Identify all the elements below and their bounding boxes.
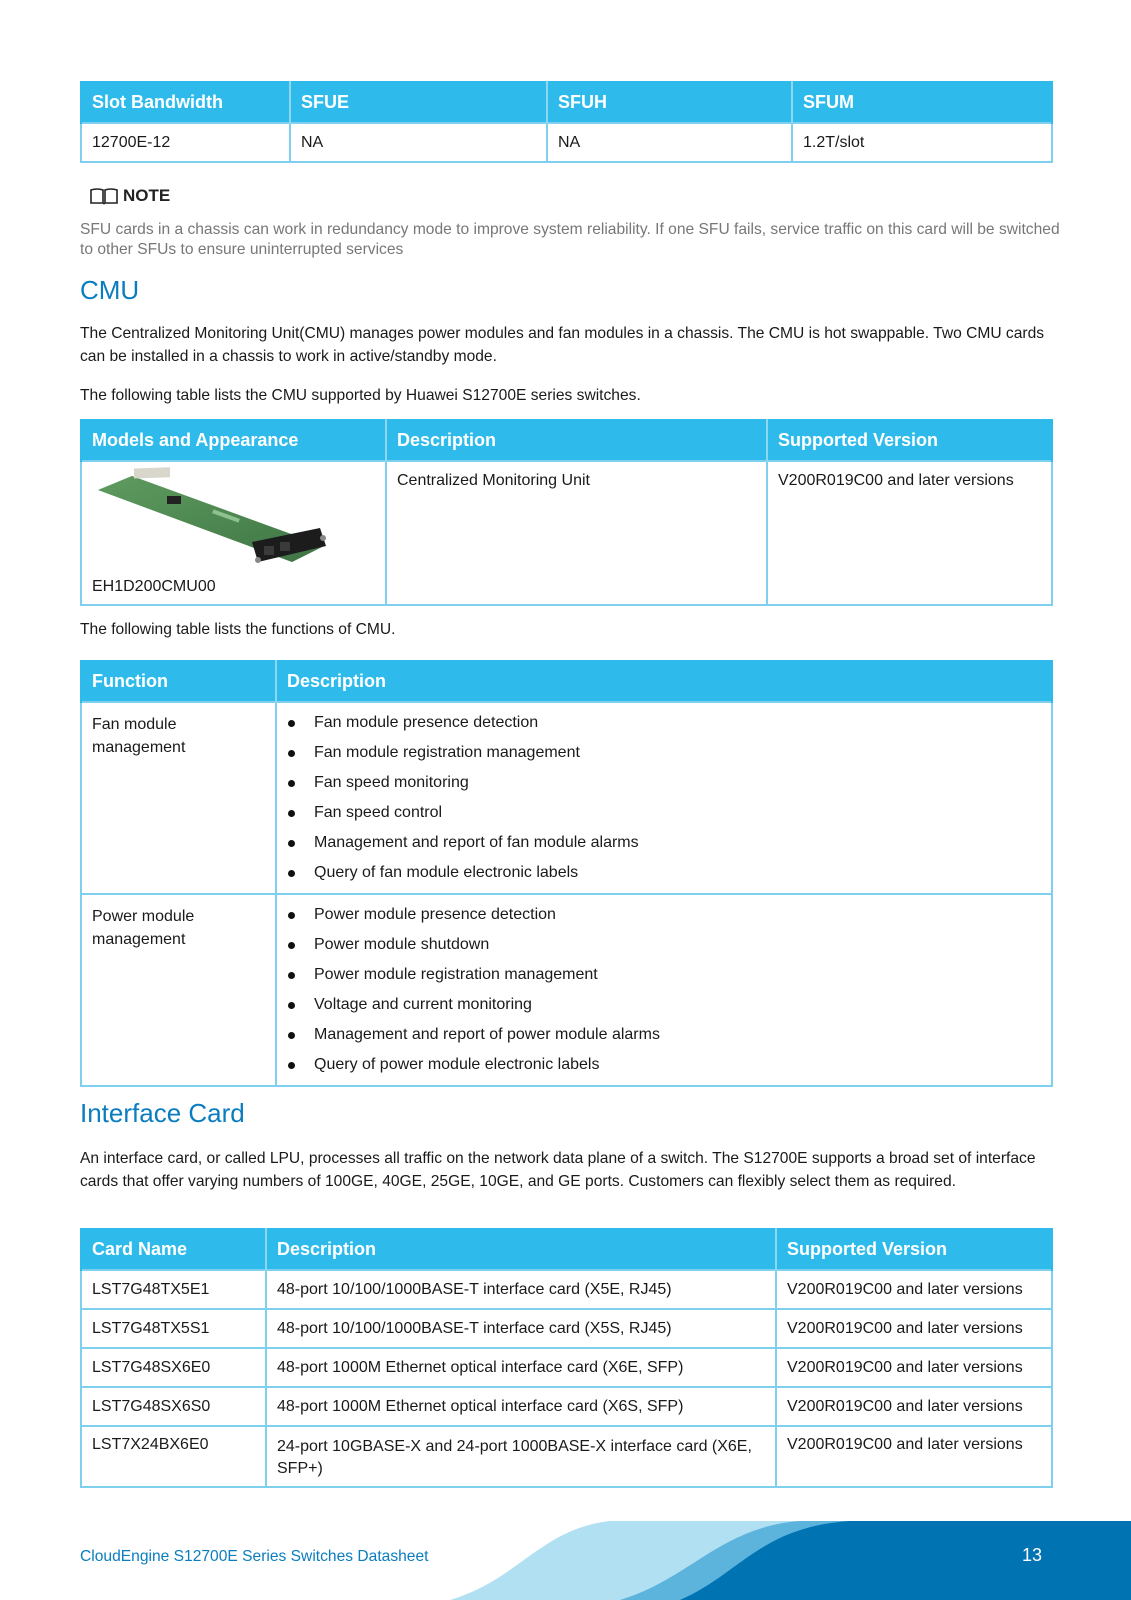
table-header-row [81, 420, 1052, 461]
cmu-functions-intro: The following table lists the functions of CMU. [80, 621, 396, 638]
cmu-models-table [80, 419, 1053, 606]
list-item: Management and report of power module alarms [277, 1025, 1051, 1055]
cmu-intro: The Centralized Monitoring Unit(CMU) manages power modules and fan modules in a chassis. The CMU is hot swappable. Two CMU cards can be installed in a chassis to work in active/standby mode. [80, 325, 1045, 365]
cmu-functions-table [80, 660, 1053, 1087]
section-heading-cmu: CMU [80, 275, 140, 305]
list-item: Query of fan module electronic labels [277, 863, 1051, 893]
table-row [81, 1387, 1052, 1426]
table-cell: Centralized Monitoring Unit [386, 461, 767, 605]
note-header [89, 186, 170, 206]
book-icon [89, 187, 119, 205]
table-cell: NA [547, 123, 792, 162]
function-name: Fan module management [81, 702, 276, 894]
column-header: SFUH [547, 82, 792, 123]
interface-card-table [80, 1228, 1053, 1488]
card-version: V200R019C00 and later versions [776, 1309, 1052, 1348]
cmu-table-intro: The following table lists the CMU supported by Huawei S12700E series switches. [80, 387, 641, 404]
column-header: Description [386, 420, 767, 461]
list-item: Query of power module electronic labels [277, 1055, 1051, 1085]
table-row [81, 894, 1052, 1086]
note-text: SFU cards in a chassis can work in redundancy mode to improve system reliability. If one SFU fails, service traffic on this card will be switched to other SFUs to ensure uninterrupted services [80, 221, 1060, 258]
card-description: 24-port 10GBASE-X and 24-port 1000BASE-X interface card (X6E, SFP+) [266, 1426, 776, 1487]
footer-title: CloudEngine S12700E Series Switches Datasheet [80, 1548, 429, 1565]
list-item: Fan module presence detection [277, 713, 1051, 743]
column-header: Function [81, 661, 276, 702]
card-name: LST7G48TX5S1 [81, 1309, 266, 1348]
table-header-row [81, 1229, 1052, 1270]
card-description: 48-port 10/100/1000BASE-T interface card (X5E, RJ45) [266, 1270, 776, 1309]
card-version: V200R019C00 and later versions [776, 1348, 1052, 1387]
table-row [81, 1348, 1052, 1387]
table-cell: V200R019C00 and later versions [767, 461, 1052, 605]
card-name: LST7G48SX6E0 [81, 1348, 266, 1387]
list-item: Fan module registration management [277, 743, 1051, 773]
page-number: 13 [1022, 1545, 1043, 1565]
model-cell [81, 461, 386, 605]
column-header: SFUM [792, 82, 1052, 123]
column-header: Supported Version [767, 420, 1052, 461]
column-header: Description [276, 661, 1052, 702]
section-heading-interface-card: Interface Card [80, 1098, 245, 1128]
table-row [81, 1426, 1052, 1487]
card-description: 48-port 1000M Ethernet optical interface card (X6S, SFP) [266, 1387, 776, 1426]
function-name: Power module management [81, 894, 276, 1086]
slot-bandwidth-table [80, 81, 1053, 163]
column-header: Card Name [81, 1229, 266, 1270]
card-version: V200R019C00 and later versions [776, 1426, 1052, 1487]
function-description [276, 894, 1052, 1086]
table-cell: 12700E-12 [81, 123, 290, 162]
table-row [81, 461, 1052, 605]
list-item: Power module shutdown [277, 935, 1051, 965]
card-name: LST7G48TX5E1 [81, 1270, 266, 1309]
card-description: 48-port 10/100/1000BASE-T interface card (X5S, RJ45) [266, 1309, 776, 1348]
list-item: Fan speed control [277, 803, 1051, 833]
table-row [81, 123, 1052, 162]
table-header-row [81, 82, 1052, 123]
model-name: EH1D200CMU00 [92, 578, 216, 595]
cmu-card-image [92, 462, 332, 572]
column-header: Models and Appearance [81, 420, 386, 461]
table-row [81, 1309, 1052, 1348]
table-row [81, 1270, 1052, 1309]
column-header: SFUE [290, 82, 547, 123]
table-cell: NA [290, 123, 547, 162]
table-row [81, 702, 1052, 894]
card-name: LST7G48SX6S0 [81, 1387, 266, 1426]
bullet-list [277, 713, 1051, 893]
list-item: Voltage and current monitoring [277, 995, 1051, 1025]
column-header: Description [266, 1229, 776, 1270]
column-header: Slot Bandwidth [81, 82, 290, 123]
card-version: V200R019C00 and later versions [776, 1270, 1052, 1309]
bullet-list [277, 905, 1051, 1085]
list-item: Management and report of fan module alarms [277, 833, 1051, 863]
list-item: Power module presence detection [277, 905, 1051, 935]
function-description [276, 702, 1052, 894]
card-name: LST7X24BX6E0 [81, 1426, 266, 1487]
list-item: Fan speed monitoring [277, 773, 1051, 803]
column-header: Supported Version [776, 1229, 1052, 1270]
list-item: Power module registration management [277, 965, 1051, 995]
interface-card-intro: An interface card, or called LPU, processes all traffic on the network data plane of a switch. The S12700E supports a broad set of interface cards that offer varying numbers of 100GE, 40GE, 25GE, 10GE, and GE ports. Customers can flexibly select them as required. [80, 1150, 1036, 1190]
table-cell: 1.2T/slot [792, 123, 1052, 162]
card-version: V200R019C00 and later versions [776, 1387, 1052, 1426]
note-label: NOTE [123, 186, 171, 205]
card-description: 48-port 1000M Ethernet optical interface card (X6E, SFP) [266, 1348, 776, 1387]
table-header-row [81, 661, 1052, 702]
